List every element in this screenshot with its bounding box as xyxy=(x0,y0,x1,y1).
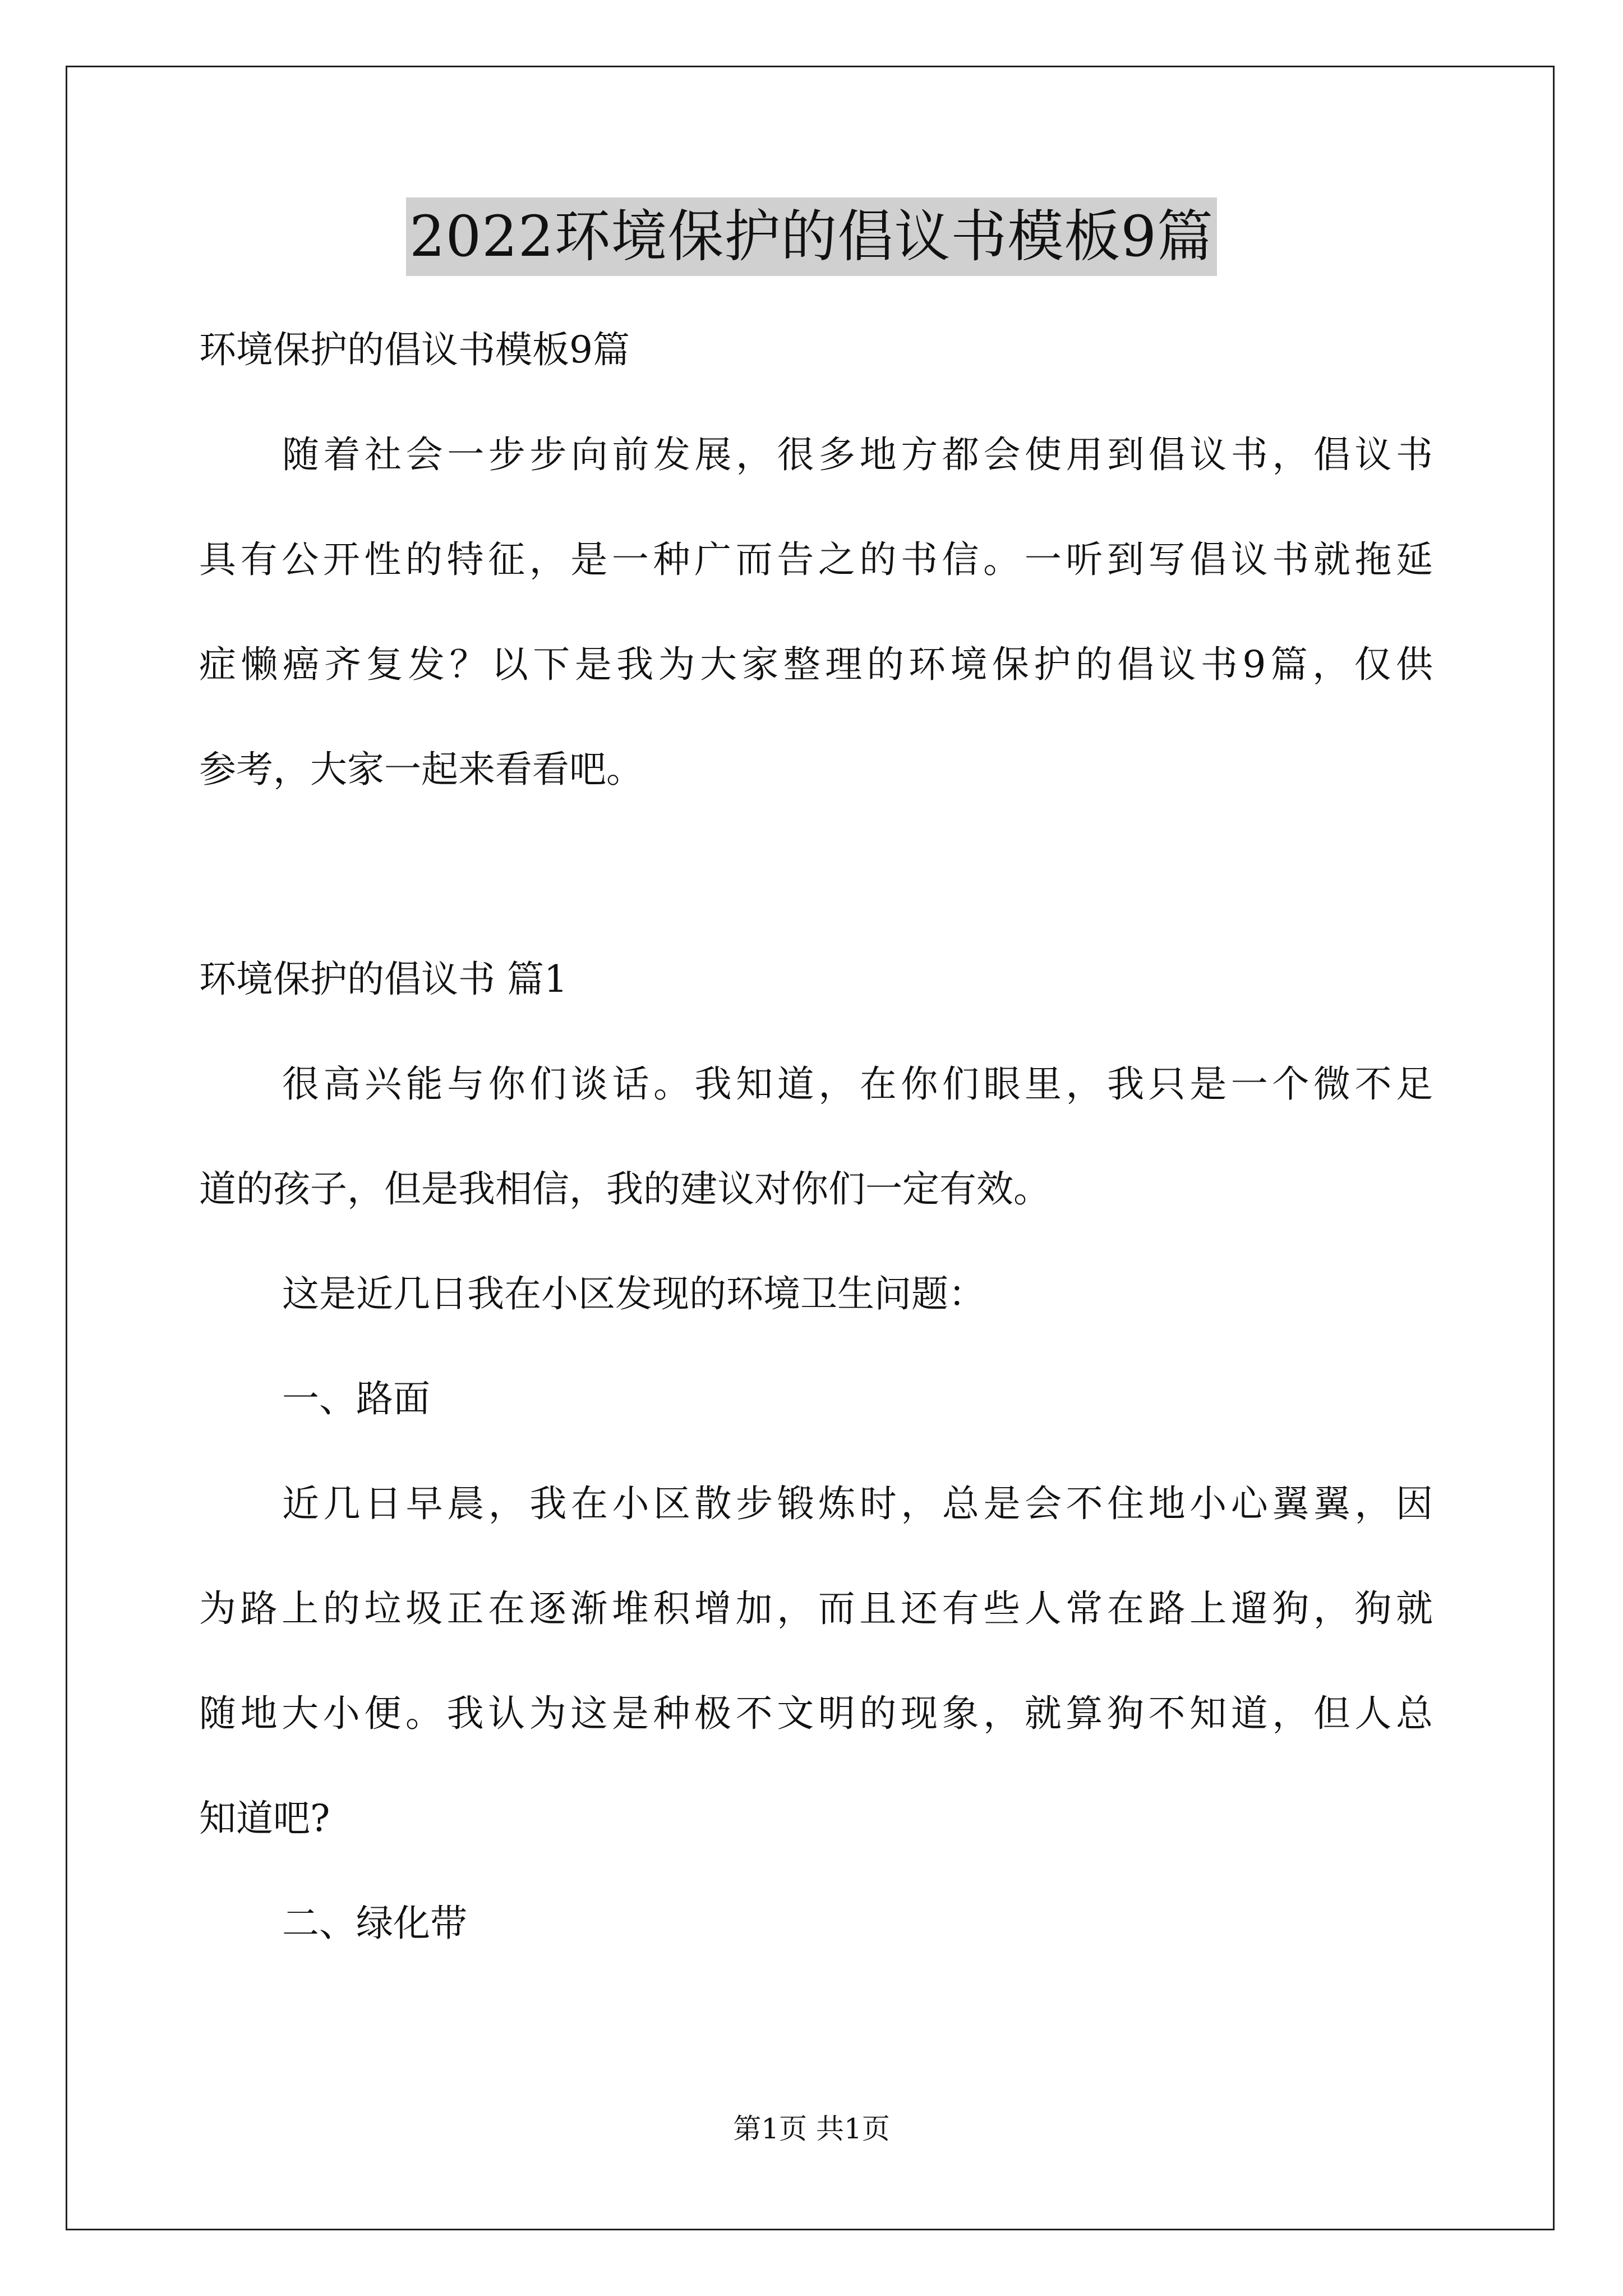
intro-line-3: 症懒癌齐复发？以下是我为大家整理的环境保护的倡议书9篇，仅供 xyxy=(199,643,1433,686)
para1-line-1: 很高兴能与你们谈话。我知道，在你们眼里，我只是一个微不足 xyxy=(282,1062,1433,1106)
section-heading: 环境保护的倡议书 篇1 xyxy=(199,958,568,1001)
item-2-heading: 二、绿化带 xyxy=(282,1902,467,1945)
item-1-heading: 一、路面 xyxy=(282,1377,430,1420)
page-footer: 第1页 共1页 xyxy=(733,2113,890,2145)
intro-paragraph xyxy=(199,402,1433,822)
intro-line-4: 参考，大家一起来看看吧。 xyxy=(199,748,643,791)
paragraph-2: 这是近几日我在小区发现的环境卫生问题： xyxy=(282,1272,985,1315)
intro-line-2: 具有公开性的特征，是一种广而告之的书信。一听到写倡议书就拖延 xyxy=(199,538,1433,581)
intro-line-1: 随着社会一步步向前发展，很多地方都会使用到倡议书，倡议书 xyxy=(282,433,1433,476)
document-body xyxy=(199,297,1433,1976)
paragraph-gap xyxy=(199,822,1433,927)
title-container xyxy=(0,197,1623,276)
item1-line-2: 为路上的垃圾正在逐渐堆积增加，而且还有些人常在路上遛狗，狗就 xyxy=(199,1587,1433,1630)
para1-line-2: 道的孩子，但是我相信，我的建议对你们一定有效。 xyxy=(199,1167,1050,1211)
document-subtitle: 环境保护的倡议书模板9篇 xyxy=(199,328,630,371)
paragraph-1 xyxy=(199,1032,1433,1241)
item1-line-3: 随地大小便。我认为这是种极不文明的现象，就算狗不知道，但人总 xyxy=(199,1692,1433,1735)
item1-line-4: 知道吧? xyxy=(199,1797,330,1840)
item-1-paragraph xyxy=(199,1451,1433,1871)
item1-line-1: 近几日早晨，我在小区散步锻炼时，总是会不住地小心翼翼，因 xyxy=(282,1482,1433,1525)
document-title: 2022环境保护的倡议书模板9篇 xyxy=(406,197,1217,276)
